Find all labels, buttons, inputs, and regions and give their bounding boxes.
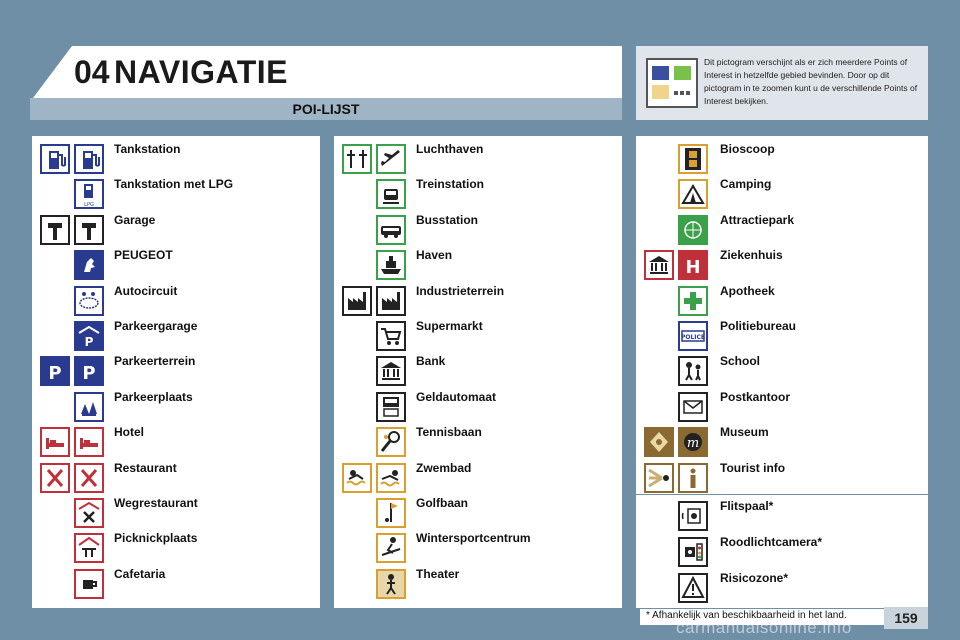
info-box xyxy=(636,46,928,120)
poi-row xyxy=(334,246,622,280)
factory-icon xyxy=(376,286,406,316)
atm-icon xyxy=(376,392,406,422)
tent-icon xyxy=(678,179,708,209)
poi-label: Wintersportcentrum xyxy=(416,531,531,546)
fork-knife-icon xyxy=(40,463,70,493)
poi-label: Cafetaria xyxy=(114,566,166,581)
golf-icon xyxy=(376,498,406,528)
school-children-icon xyxy=(678,356,708,386)
poi-label: Garage xyxy=(114,212,156,227)
poi-row xyxy=(32,282,320,316)
pharmacy-cross-icon xyxy=(678,286,708,316)
poi-row xyxy=(636,388,928,422)
poi-label: Politiebureau xyxy=(720,319,797,333)
police-icon xyxy=(678,321,708,351)
airplane-icon xyxy=(376,144,406,174)
watermark: carmanualsonline.info xyxy=(676,618,852,637)
theater-icon xyxy=(376,569,406,599)
page-number: 159 xyxy=(884,607,928,629)
poi-row xyxy=(32,494,320,528)
tennis-icon xyxy=(376,427,406,457)
poi-row xyxy=(32,140,320,174)
poi-row xyxy=(636,423,928,457)
poi-cluster-icon xyxy=(646,58,698,108)
poi-label: Roodlichtcamera* xyxy=(720,535,823,549)
poi-label: Postkantoor xyxy=(720,389,791,404)
poi-label: Tennisbaan xyxy=(416,425,482,440)
poi-label: Tankstation met LPG xyxy=(114,177,234,192)
poi-row xyxy=(636,175,928,209)
picnic-icon xyxy=(74,533,104,563)
poi-row xyxy=(32,175,320,209)
poi-row xyxy=(334,352,622,386)
poi-row xyxy=(32,317,320,351)
hammer-icon xyxy=(40,215,70,245)
svg-text:LPG: LPG xyxy=(84,202,94,208)
poi-label: Wegrestaurant xyxy=(114,496,198,510)
poi-row xyxy=(32,211,320,245)
tourist-info-rays-icon xyxy=(644,463,674,493)
poi-row xyxy=(636,317,928,351)
poi-label: Flitspaal* xyxy=(720,499,774,513)
danger-zone-icon xyxy=(678,573,708,603)
poi-row xyxy=(32,246,320,280)
speed-camera-icon xyxy=(678,501,708,531)
poi-label: Picknickplaats xyxy=(114,531,198,546)
poi-label: School xyxy=(720,354,761,369)
poi-label: Bank xyxy=(416,354,446,369)
hospital-building-icon xyxy=(644,250,674,280)
poi-row xyxy=(334,282,622,316)
peugeot-lion-icon xyxy=(74,250,104,280)
poi-label: Supermarkt xyxy=(416,319,483,333)
poi-row xyxy=(636,282,928,316)
poi-panel-2 xyxy=(334,136,622,608)
poi-panel-4 xyxy=(636,495,928,608)
poi-label: Golfbaan xyxy=(416,496,469,510)
poi-label: Luchthaven xyxy=(416,142,484,156)
poi-row xyxy=(636,140,928,174)
chapter-title: NAVIGATIE xyxy=(114,54,288,90)
poi-label: Autocircuit xyxy=(114,283,178,298)
poi-row xyxy=(334,388,622,422)
swimmer-icon xyxy=(376,463,406,493)
poi-label: Parkeerplaats xyxy=(114,389,193,404)
bank-icon xyxy=(376,356,406,386)
poi-row xyxy=(636,569,928,603)
poi-row xyxy=(636,352,928,386)
poi-label: Parkeergarage xyxy=(114,319,198,333)
poi-row xyxy=(334,175,622,209)
poi-label: Restaurant xyxy=(114,460,177,475)
rest-area-icon xyxy=(74,392,104,422)
poi-label: Apotheek xyxy=(720,283,775,298)
footnote: * Afhankelijk van beschikbaarheid in het land. xyxy=(640,609,884,625)
poi-label: Tankstation xyxy=(114,142,181,156)
parking-icon xyxy=(74,356,104,386)
poi-label: Museum xyxy=(720,425,769,440)
red-light-camera-icon xyxy=(678,537,708,567)
poi-row xyxy=(334,494,622,528)
poi-row xyxy=(334,140,622,174)
factory-icon xyxy=(342,286,372,316)
parking-icon xyxy=(40,356,70,386)
bed-icon xyxy=(74,427,104,457)
poi-row xyxy=(636,533,928,567)
bus-icon xyxy=(376,215,406,245)
poi-row xyxy=(334,459,622,493)
envelope-icon xyxy=(678,392,708,422)
train-icon xyxy=(376,179,406,209)
poi-label: PEUGEOT xyxy=(114,248,173,263)
roadside-restaurant-icon xyxy=(74,498,104,528)
parking-garage-icon xyxy=(74,321,104,351)
poi-row xyxy=(636,459,928,493)
poi-label: Tourist info xyxy=(720,460,786,475)
swimming-icon xyxy=(342,463,372,493)
chapter-number: 04 xyxy=(74,54,110,90)
poi-label: Busstation xyxy=(416,212,479,227)
poi-label: Attractiepark xyxy=(720,212,795,227)
poi-label: Risicozone* xyxy=(720,571,789,585)
poi-row xyxy=(32,388,320,422)
poi-row xyxy=(32,529,320,563)
svg-text:P: P xyxy=(82,363,96,385)
svg-text:m: m xyxy=(686,436,700,452)
hospital-h-icon xyxy=(678,250,708,280)
museum-m-icon xyxy=(678,427,708,457)
section-title: POI-LIJST xyxy=(30,98,622,120)
svg-text:POLICE: POLICE xyxy=(680,334,706,341)
bed-icon xyxy=(40,427,70,457)
info-text: Dit pictogram verschijnt als er zich meerdere Points of Interest in hetzelfde gebied bevinden. Door op dit pictogram in te zoomen kunt u de verschillende Points of Interest bekijken. xyxy=(704,57,918,106)
poi-label: Theater xyxy=(416,566,460,581)
svg-text:P: P xyxy=(48,363,62,385)
poi-label: Camping xyxy=(720,177,772,192)
poi-row xyxy=(32,459,320,493)
poi-panel-1 xyxy=(32,136,320,608)
lpg-fuel-icon xyxy=(74,179,104,209)
poi-label: Zwembad xyxy=(416,460,472,475)
poi-panel-3 xyxy=(636,136,928,494)
poi-label: Haven xyxy=(416,248,453,263)
info-i-icon xyxy=(678,463,708,493)
poi-row xyxy=(334,529,622,563)
skier-icon xyxy=(376,533,406,563)
poi-label: Bioscoop xyxy=(720,142,775,156)
airport-signs-icon xyxy=(342,144,372,174)
poi-row xyxy=(334,211,622,245)
poi-row xyxy=(334,317,622,351)
poi-label: Hotel xyxy=(114,425,144,440)
ship-icon xyxy=(376,250,406,280)
fuel-pump-icon xyxy=(74,144,104,174)
poi-label: Geldautomaat xyxy=(416,389,497,404)
poi-row xyxy=(636,211,928,245)
race-circuit-icon xyxy=(74,286,104,316)
poi-row xyxy=(334,565,622,599)
fuel-pump-icon xyxy=(40,144,70,174)
poi-row xyxy=(32,565,320,599)
poi-row xyxy=(636,497,928,531)
svg-text:H: H xyxy=(685,257,701,279)
poi-label: Treinstation xyxy=(416,177,485,192)
fork-knife-icon xyxy=(74,463,104,493)
hammer-icon xyxy=(74,215,104,245)
poi-row xyxy=(32,352,320,386)
poi-row xyxy=(334,423,622,457)
shopping-cart-icon xyxy=(376,321,406,351)
poi-row xyxy=(32,423,320,457)
coffee-cup-icon xyxy=(74,569,104,599)
svg-text:P: P xyxy=(84,335,94,349)
poi-row xyxy=(636,246,928,280)
museum-icon xyxy=(644,427,674,457)
amusement-park-icon xyxy=(678,215,708,245)
film-icon xyxy=(678,144,708,174)
poi-label: Parkeerterrein xyxy=(114,354,196,369)
poi-label: Industrieterrein xyxy=(416,283,505,298)
poi-label: Ziekenhuis xyxy=(720,248,783,263)
